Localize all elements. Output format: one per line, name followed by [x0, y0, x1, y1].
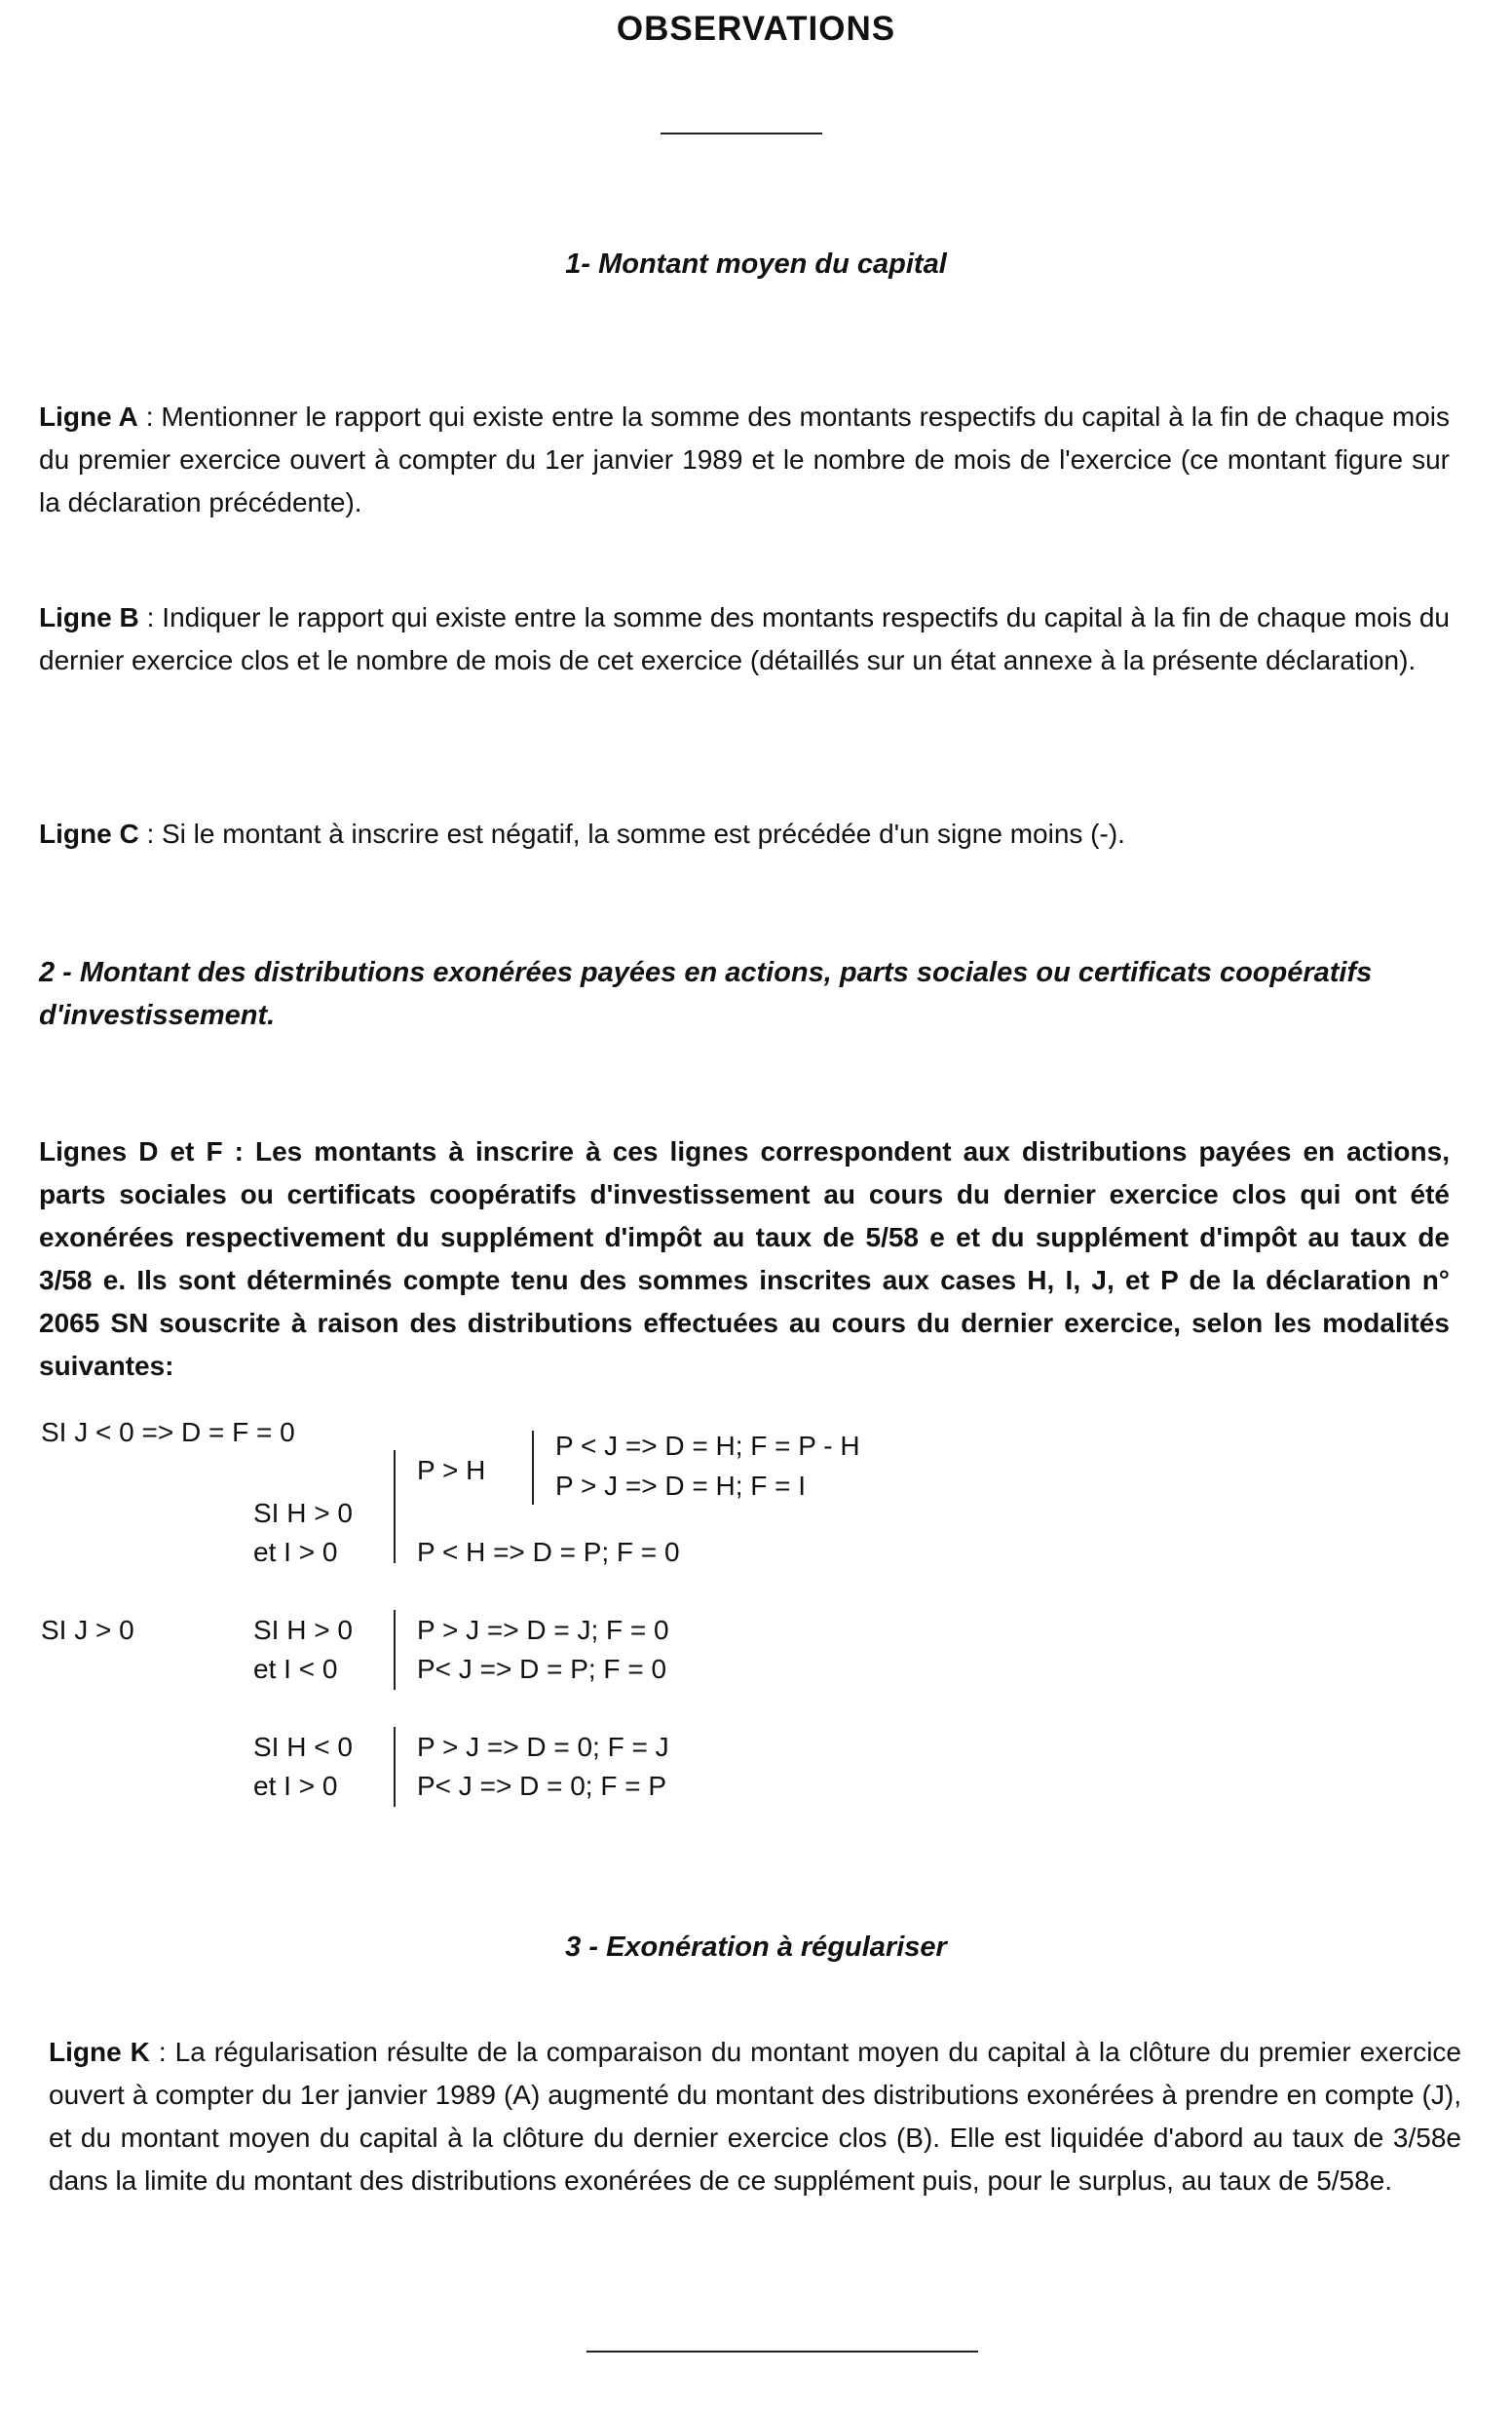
section-3-heading: 3 - Exonération à régulariser — [565, 1932, 947, 1963]
formula-p-gt-j-c: P > J => D = 0; F = J — [417, 1732, 669, 1762]
ligne-a-label: Ligne A — [39, 402, 138, 432]
ligne-b-paragraph — [39, 596, 1450, 682]
formula-et-i-positive: et I > 0 — [253, 1537, 338, 1567]
formula-si-h-positive: SI H > 0 — [253, 1498, 353, 1528]
lignes-d-f-paragraph: Lignes D et F : Les montants à inscrire à ces lignes correspondent aux distributions payées en actions, parts sociales ou certificats coopératifs d'investissement au cours du dernier exercice clos qui ont été exonérées respectivement du supplément d'impôt au taux de 5/58 e et du supplément d'impôt au taux de 3/58 e. Ils sont déterminés compte tenu des sommes inscrites aux cases H, I, J, et P de la déclaration n° 2065 SN souscrite à raison des distributions effectuées au cours du dernier exercice, selon les modalités suivantes: — [39, 1136, 1450, 1381]
ligne-c-paragraph — [39, 813, 1450, 856]
ligne-a-paragraph — [39, 396, 1450, 524]
ligne-b-label: Ligne B — [39, 602, 139, 632]
formula-p-lt-j-a: P < J => D = H; F = P - H — [555, 1431, 860, 1461]
formula-p-lt-j-c: P< J => D = 0; F = P — [417, 1771, 667, 1801]
bracket-4 — [394, 1727, 396, 1807]
formula-p-gt-h: P > H — [417, 1455, 486, 1485]
ligne-c-label: Ligne C — [39, 819, 139, 849]
formula-p-gt-j-a: P > J => D = H; F = I — [555, 1471, 807, 1501]
ligne-k-text: : La régularisation résulte de la comparaison du montant moyen du capital à la clôture du premier exercice ouvert à compter du 1er janvier 1989 (A) augmenté du montant des distributions exonérées à prendre en compte (J), et du montant moyen du capital à la clôture du dernier exercice clos (B). Elle est liquidée d'abord au taux de 3/58e dans la limite du montant des distributions exonérées de ce supplément puis, pour le surplus, au taux de 5/58e. — [49, 2037, 1461, 2196]
section-1-heading: 1- Montant moyen du capital — [565, 249, 947, 280]
ligne-b-text: : Indiquer le rapport qui existe entre la somme des montants respectifs du capital à la fin de chaque mois du dernier exercice clos et le nombre de mois de cet exercice (détaillés sur un état annexe à la présente déclaration). — [39, 602, 1450, 675]
ligne-a-text: : Mentionner le rapport qui existe entre la somme des montants respectifs du capital à la fin de chaque mois du premier exercice ouvert à compter du 1er janvier 1989 et le nombre de mois de l'exercice (ce montant figure sur la déclaration précédente). — [39, 402, 1450, 517]
ligne-c-text: : Si le montant à inscrire est négatif, la somme est précédée d'un signe moins (-). — [138, 819, 1125, 849]
formula-p-lt-h: P < H => D = P; F = 0 — [417, 1537, 680, 1567]
formula-p-gt-j-b: P > J => D = J; F = 0 — [417, 1615, 669, 1645]
bracket-2 — [532, 1431, 534, 1505]
page-title: OBSERVATIONS — [616, 10, 896, 48]
section-2-heading: 2 - Montant des distributions exonérées payées en actions, parts sociales ou certificats coopératifs d'investissement. — [39, 957, 1373, 1031]
formula-case-j-positive: SI J > 0 — [41, 1615, 134, 1645]
ligne-k-label: Ligne K — [49, 2037, 150, 2067]
title-divider — [661, 133, 822, 134]
formula-si-h-positive-2: SI H > 0 — [253, 1615, 353, 1645]
formula-p-lt-j-b: P< J => D = P; F = 0 — [417, 1654, 667, 1684]
bracket-1 — [394, 1450, 396, 1563]
formula-case-j-negative: SI J < 0 => D = F = 0 — [41, 1417, 295, 1447]
footer-divider — [586, 2351, 978, 2353]
bracket-3 — [394, 1610, 396, 1690]
formula-et-i-negative: et I < 0 — [253, 1654, 338, 1684]
ligne-k-paragraph — [49, 2031, 1461, 2202]
formula-si-h-negative: SI H < 0 — [253, 1732, 353, 1762]
formula-et-i-positive-2: et I > 0 — [253, 1771, 338, 1801]
